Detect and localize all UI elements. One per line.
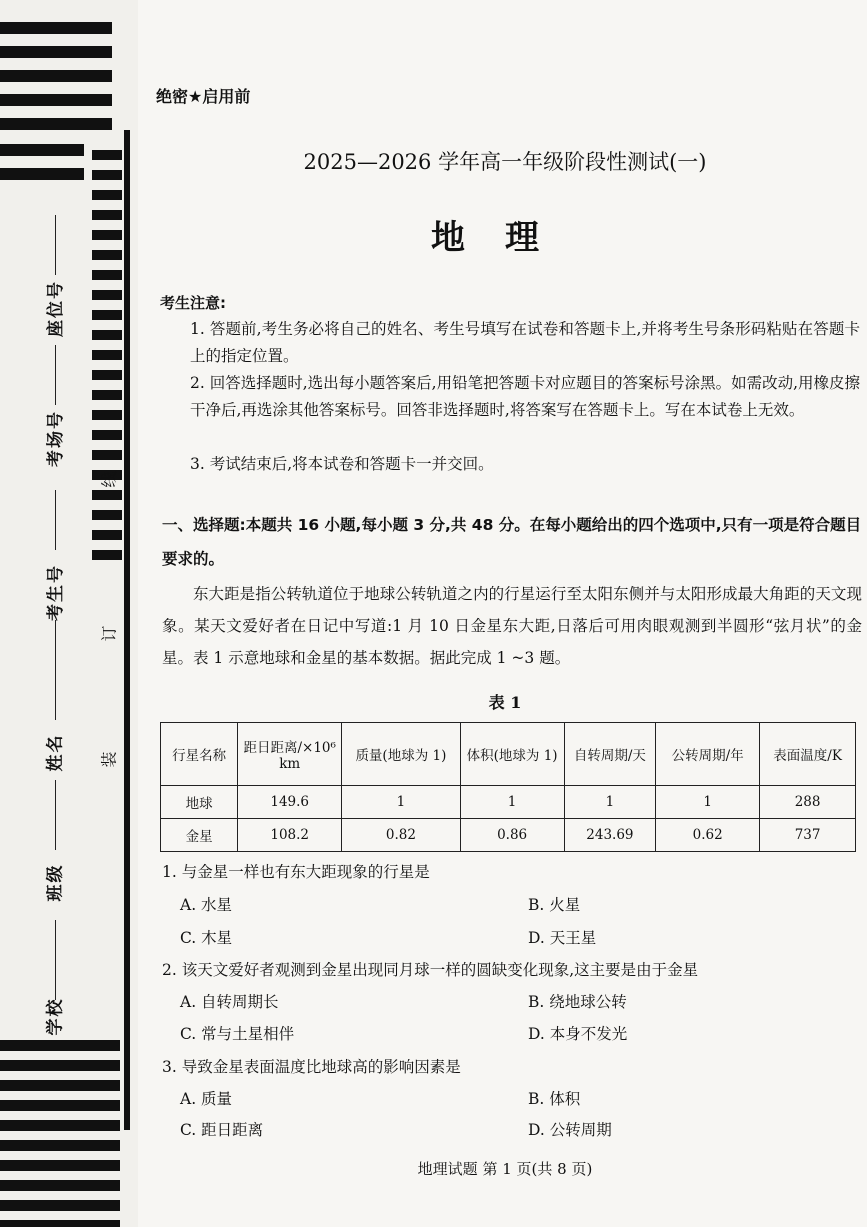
table-cell: 288	[760, 786, 856, 819]
table-cell: 1	[342, 786, 460, 819]
binding-bars	[0, 0, 138, 1227]
table-cell: 1	[564, 786, 656, 819]
table-cell: 0.62	[656, 819, 760, 852]
name-label: 姓名	[45, 733, 66, 772]
table-row	[161, 819, 856, 852]
subject-title: 地理	[431, 218, 579, 258]
notice-heading: 考生注意:	[160, 294, 226, 312]
notice-item-1: 1. 答题前,考生务必将自己的姓名、考生号填写在试卷和答题卡上,并将考生号条形码粘贴在答题卡上的指定位置。	[190, 320, 860, 365]
question-3-option-b: B. 体积	[528, 1090, 581, 1108]
table-row	[161, 786, 856, 819]
table-cell: 1	[460, 786, 564, 819]
table-header-cell: 距日距离/×10⁶ km	[238, 723, 342, 786]
table-header-cell: 表面温度/K	[760, 723, 856, 786]
table-header-cell: 公转周期/年	[656, 723, 760, 786]
secret-mark: 绝密★启用前	[156, 87, 251, 106]
table-header-row	[161, 723, 856, 786]
seat-line	[55, 215, 56, 275]
question-1-option-c: C. 木星	[180, 929, 233, 947]
cut-line-char-ding: 订	[99, 625, 119, 642]
binding-margin	[0, 0, 138, 1227]
planet-data-table	[160, 722, 856, 852]
exam-title: 2025—2026 学年高一年级阶段性测试(一)	[303, 150, 707, 174]
question-1-option-a: A. 水星	[180, 896, 233, 914]
question-2-option-d: D. 本身不发光	[528, 1025, 628, 1043]
question-2-option-a: A. 自转周期长	[180, 993, 279, 1011]
table-header-cell: 行星名称	[161, 723, 238, 786]
question-1-option-b: B. 火星	[528, 896, 581, 914]
table-header-cell: 质量(地球为 1)	[342, 723, 460, 786]
table-cell: 108.2	[238, 819, 342, 852]
notice-item-3: 3. 考试结束后,将本试卷和答题卡一并交回。	[190, 455, 494, 473]
page-footer: 地理试题 第 1 页(共 8 页)	[417, 1160, 593, 1178]
question-2-option-b: B. 绕地球公转	[528, 993, 627, 1011]
question-3-stem: 3. 导致金星表面温度比地球高的影响因素是	[162, 1058, 461, 1076]
cut-line-char-zhuang: 装	[99, 751, 119, 768]
table-header-cell: 体积(地球为 1)	[460, 723, 564, 786]
exam-room-label: 考场号	[46, 410, 66, 467]
class-label: 班级	[45, 863, 66, 902]
question-3-option-a: A. 质量	[180, 1090, 233, 1108]
table-cell: 0.82	[342, 819, 460, 852]
school-line	[55, 920, 56, 1000]
seat-number-label: 座位号	[46, 280, 66, 337]
number-line	[55, 490, 56, 550]
question-2-stem: 2. 该天文爱好者观测到金星出现同月球一样的圆缺变化现象,这主要是由于金星	[162, 961, 699, 979]
table-cell: 737	[760, 819, 856, 852]
name-line	[55, 620, 56, 720]
question-2-option-c: C. 常与土星相伴	[180, 1025, 295, 1043]
room-line	[55, 345, 56, 405]
school-label: 学校	[45, 997, 66, 1036]
question-1-stem: 1. 与金星一样也有东大距现象的行星是	[162, 863, 430, 881]
class-line	[55, 780, 56, 850]
section-heading: 一、选择题:本题共 16 小题,每小题 3 分,共 48 分。在每小题给出的四个选项中,只有一项是符合题目要求的。	[162, 516, 862, 568]
passage: 东大距是指公转轨道位于地球公转轨道之内的行星运行至太阳东侧并与太阳形成最大角距的天文现象。某天文爱好者在日记中写道:1 月 10 日金星东大距,日落后可用肉眼观测到半圆形“弦月状”的金星。表 1 示意地球和金星的基本数据。据此完成 1 ~3 题。	[162, 585, 862, 667]
table-cell: 149.6	[238, 786, 342, 819]
notice-item-2: 2. 回答选择题时,选出每小题答案后,用铅笔把答题卡对应题目的答案标号涂黑。如需改动,用橡皮擦干净后,再选涂其他答案标号。回答非选择题时,将答案写在答题卡上。写在本试卷上无效。	[190, 374, 860, 419]
question-3-option-c: C. 距日距离	[180, 1121, 264, 1139]
table-cell: 金星	[161, 819, 238, 852]
question-3-option-d: D. 公转周期	[528, 1121, 612, 1139]
table-title: 表 1	[488, 693, 522, 712]
table-header-cell: 自转周期/天	[564, 723, 656, 786]
table-cell: 1	[656, 786, 760, 819]
cut-line-char-xian: 线	[99, 471, 119, 488]
table-cell: 0.86	[460, 819, 564, 852]
candidate-number-label: 考生号	[46, 564, 66, 621]
table-cell: 243.69	[564, 819, 656, 852]
question-1-option-d: D. 天王星	[528, 929, 597, 947]
table-cell: 地球	[161, 786, 238, 819]
